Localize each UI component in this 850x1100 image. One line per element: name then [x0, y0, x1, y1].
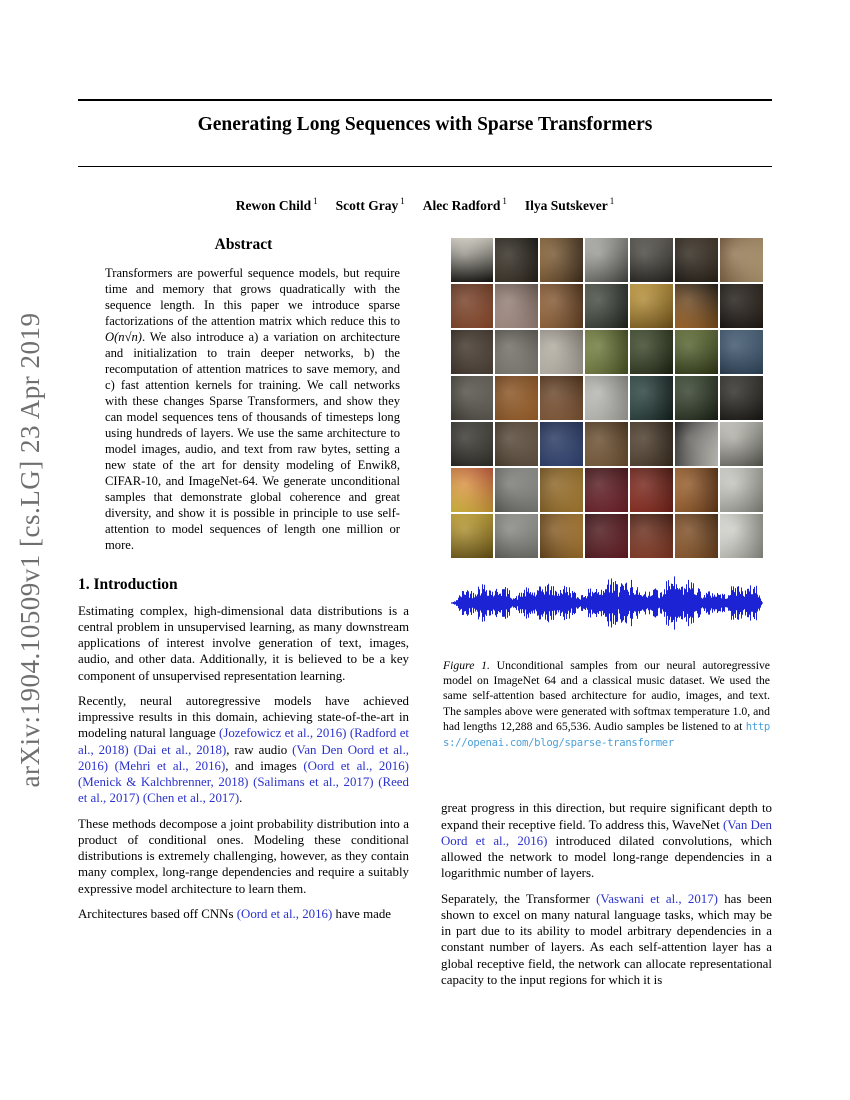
- sample-image: [585, 468, 628, 512]
- sample-image: [540, 468, 583, 512]
- body-text: These methods decompose a joint probability distribution into a product of conditional ones. Modeling these conditional distributions is extremely challenging, however, as they contain many complex, long-range dependencies and require a suitably expressive model architecture to learn them.: [78, 816, 409, 896]
- sample-image: [495, 376, 538, 420]
- sample-image: [495, 422, 538, 466]
- citation-link[interactable]: (Reed et al., 2017): [78, 775, 409, 806]
- body-text: have made: [332, 906, 392, 921]
- body-text: Estimating complex, high-dimensional data distributions is a central problem in unsupervised learning, as many downstream applications of interest involve generation of text, images, audio, and other data. Additionally, it is believed to be a key component of unsupervised representation learning.: [78, 603, 409, 683]
- sample-image: [495, 468, 538, 512]
- abstract-text: [78, 266, 409, 554]
- sample-image: [585, 514, 628, 558]
- body-text: great progress in this direction, but require significant depth to expand their receptive field. To address this, WaveNet: [441, 801, 772, 832]
- italic-text: Figure 1.: [443, 659, 490, 672]
- abstract-heading: Abstract: [214, 236, 273, 253]
- audio-waveform: [451, 574, 763, 632]
- sample-image: [451, 330, 494, 374]
- sample-image: [495, 514, 538, 558]
- sample-image: [675, 330, 718, 374]
- figure-caption: [443, 658, 770, 750]
- author-affiliation-marker: 1: [313, 196, 318, 206]
- figure-image-grid: [451, 238, 763, 558]
- sample-image: [630, 422, 673, 466]
- sample-image: [720, 468, 763, 512]
- sample-image: [540, 330, 583, 374]
- sample-image: [585, 330, 628, 374]
- paragraph: [441, 891, 772, 989]
- sample-image: [675, 238, 718, 282]
- body-text: Recently, neural autoregressive models have achieved impressive results in this domain, achieving state-of-the-art in modeling natural language: [78, 693, 409, 741]
- body-text: introduced dilated convolutions, which allowed the network to model long-range dependencies in a logarithmic number of layers.: [441, 833, 772, 881]
- author-name: Ilya Sutskever $^1$: [524, 196, 615, 213]
- sample-image: [720, 238, 763, 282]
- citation-link[interactable]: (Chen et al., 2017): [142, 791, 240, 806]
- body-text: , and images: [225, 758, 304, 773]
- sample-image: [540, 376, 583, 420]
- author-name: Scott Gray $^1$: [335, 196, 405, 213]
- sample-image: [585, 238, 628, 282]
- citation-link[interactable]: (Salimans et al., 2017): [253, 775, 374, 790]
- body-text: Transformers are powerful sequence models, but require time and memory that grows quadratically with the sequence length. In this paper we introduce sparse factorizations of the attention matrix which reduce this to: [105, 266, 400, 328]
- sample-image: [630, 238, 673, 282]
- sample-image: [585, 422, 628, 466]
- sample-image: [630, 284, 673, 328]
- sample-image: [540, 514, 583, 558]
- sample-image: [540, 422, 583, 466]
- section-heading-introduction: 1. Introduction: [78, 575, 178, 593]
- paper-title: Generating Long Sequences with Sparse Transformers: [197, 114, 653, 135]
- author-affiliation-marker: 1: [400, 196, 405, 206]
- sample-image: [451, 284, 494, 328]
- body-text: .: [239, 791, 243, 806]
- body-text: [108, 759, 115, 773]
- citation-link[interactable]: (Van Den Oord et al., 2016): [441, 817, 772, 848]
- citation-link[interactable]: (Oord et al., 2016): [236, 906, 333, 921]
- sample-image: [630, 514, 673, 558]
- body-text: Architectures based off CNNs: [78, 906, 237, 921]
- body-text: . We also introduce a) a variation on architecture and initialization to train deeper networks, b) the recomputation of attention matrices to save memory, and c) fast attention kernels for training. We call networks with these changes Sparse Transformers, and show they can model sequences tens of thousands of timesteps long using hundreds of layers. We use the same architecture to model images, audio, and text from raw bytes, setting a new state of the art for density modeling of Enwik8, CIFAR-10, and ImageNet-64. We generate unconditional samples that demonstrate global coherence and great diversity, and show it is possible in principle to use self-attention to model sequences of length one million or more.: [105, 329, 400, 552]
- sample-image: [675, 514, 718, 558]
- author-name: Alec Radford $^1$: [422, 196, 507, 213]
- sample-image: [540, 238, 583, 282]
- author-name: Rewon Child $^1$: [235, 196, 318, 213]
- sample-image: [675, 422, 718, 466]
- paragraph: [78, 906, 409, 922]
- sample-image: [630, 468, 673, 512]
- continuation-paragraphs: [441, 800, 772, 988]
- introduction-paragraphs: [78, 603, 409, 923]
- citation-link[interactable]: (Vaswani et al., 2017): [596, 891, 718, 906]
- figure-1: [441, 238, 772, 750]
- sample-image: [675, 284, 718, 328]
- sample-image: [495, 330, 538, 374]
- citation-link[interactable]: (Radford et al., 2018): [78, 726, 409, 757]
- citation-link[interactable]: (Dai et al., 2018): [133, 742, 227, 757]
- sample-image: [630, 376, 673, 420]
- citation-link[interactable]: (Jozefowicz et al., 2016): [219, 726, 347, 741]
- sample-image: [720, 376, 763, 420]
- paragraph: [78, 603, 409, 684]
- paragraph: [78, 816, 409, 897]
- body-text: has been shown to excel on many natural language tasks, which may be in part due to its ability to model arbitrary dependencies in a constant number of layers. As each self-attention layer has a global receptive field, the network can allocate representational capacity to the input regions for which it is: [441, 891, 772, 987]
- paragraph: [441, 800, 772, 881]
- sample-image: [451, 238, 494, 282]
- left-column: [78, 236, 409, 931]
- sample-image: [451, 514, 494, 558]
- sample-image: [585, 284, 628, 328]
- sample-image: [720, 284, 763, 328]
- sample-image: [675, 468, 718, 512]
- arxiv-watermark: arXiv:1904.10509v1 [cs.LG] 23 Apr 2019: [15, 312, 45, 788]
- sample-image: [451, 376, 494, 420]
- sample-image: [720, 330, 763, 374]
- title-rule-top: [78, 99, 772, 101]
- sample-image: [495, 238, 538, 282]
- right-column: [441, 236, 772, 997]
- body-text: Unconditional samples from our neural autoregressive model on ImageNet 64 and a classical music dataset. We used the same self-attention based architecture for audio, images, and text. The samples above were generated with softmax temperature 1.0, and had lengths 12,288 and 65,536. Audio samples be listened to at: [443, 659, 770, 733]
- sample-image: [495, 284, 538, 328]
- body-text: , raw audio: [226, 742, 293, 757]
- body-text: Separately, the Transformer: [441, 891, 597, 906]
- citation-link[interactable]: (Mehri et al., 2016): [114, 758, 226, 773]
- author-affiliation-marker: 1: [609, 196, 615, 206]
- citation-link[interactable]: (Menick & Kalchbrenner, 2018): [78, 775, 249, 790]
- sample-image: [630, 330, 673, 374]
- author-affiliation-marker: 1: [502, 196, 507, 206]
- author-line: [0, 196, 850, 214]
- sample-image: [451, 422, 494, 466]
- sample-image: [540, 284, 583, 328]
- citation-link[interactable]: (Van Den Oord et al., 2016): [78, 742, 410, 773]
- sample-image: [720, 514, 763, 558]
- citation-link[interactable]: (Oord et al., 2016): [303, 758, 409, 773]
- figure-url-link[interactable]: https://openai.com/blog/sparse-transformer: [443, 720, 770, 749]
- sample-image: [451, 468, 494, 512]
- paragraph: [78, 693, 409, 807]
- sample-image: [675, 376, 718, 420]
- sample-image: [720, 422, 763, 466]
- sample-image: [585, 376, 628, 420]
- title-rule-bottom: [78, 166, 772, 167]
- italic-text: O(n√n): [105, 329, 142, 344]
